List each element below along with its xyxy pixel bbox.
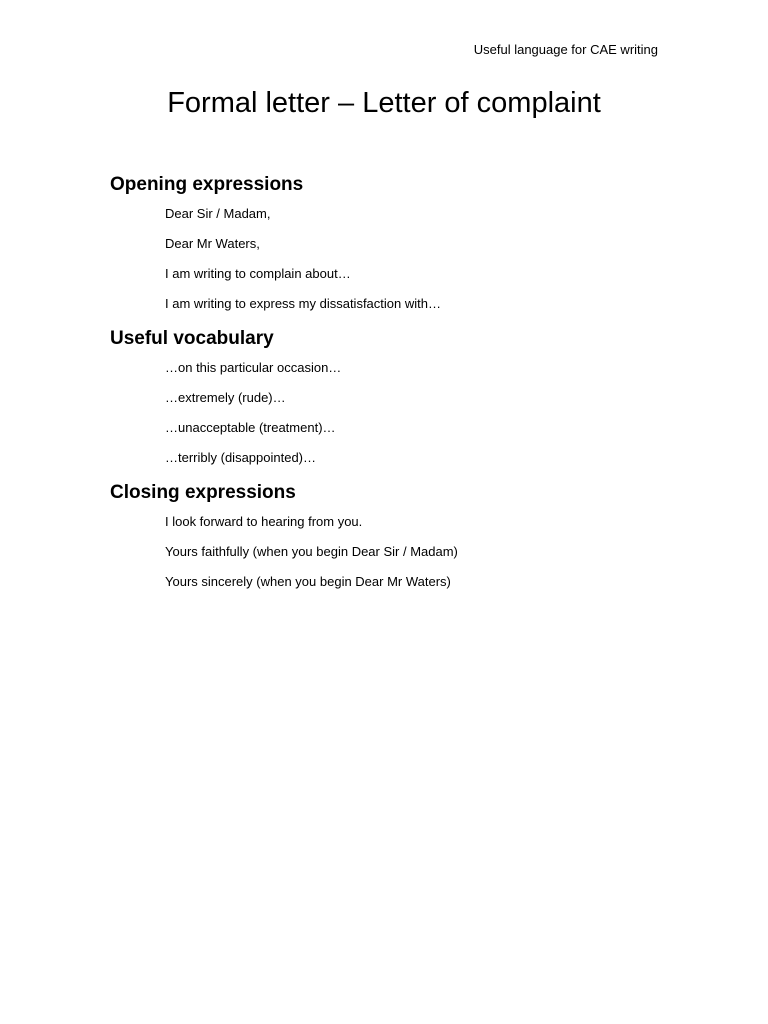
vocabulary-item: …on this particular occasion… — [165, 360, 342, 375]
page-title: Formal letter – Letter of complaint — [167, 87, 601, 119]
section-heading: Closing expressions — [110, 482, 296, 503]
expression-list — [110, 514, 670, 590]
expression-item: Yours faithfully (when you begin Dear Sir / Madam) — [165, 544, 458, 559]
section-heading: Useful vocabulary — [110, 328, 274, 349]
section-closing-expressions — [110, 480, 670, 590]
section-opening-expressions — [110, 172, 670, 312]
expression-item: I am writing to express my dissatisfaction with… — [165, 296, 441, 311]
vocabulary-item: …unacceptable (treatment)… — [165, 420, 336, 435]
expression-item: Dear Sir / Madam, — [165, 206, 271, 221]
expression-item: I look forward to hearing from you. — [165, 514, 363, 529]
expression-list — [110, 206, 670, 312]
vocabulary-item: …extremely (rude)… — [165, 390, 286, 405]
section-heading: Opening expressions — [110, 174, 304, 195]
vocabulary-item: …terribly (disappointed)… — [165, 450, 317, 465]
document-body — [110, 172, 670, 604]
vocabulary-list — [110, 360, 670, 466]
header-note: Useful language for CAE writing — [473, 42, 658, 57]
expression-item: Dear Mr Waters, — [165, 236, 260, 251]
expression-item: Yours sincerely (when you begin Dear Mr Waters) — [165, 574, 451, 589]
section-useful-vocabulary — [110, 326, 670, 466]
expression-item: I am writing to complain about… — [165, 266, 351, 281]
